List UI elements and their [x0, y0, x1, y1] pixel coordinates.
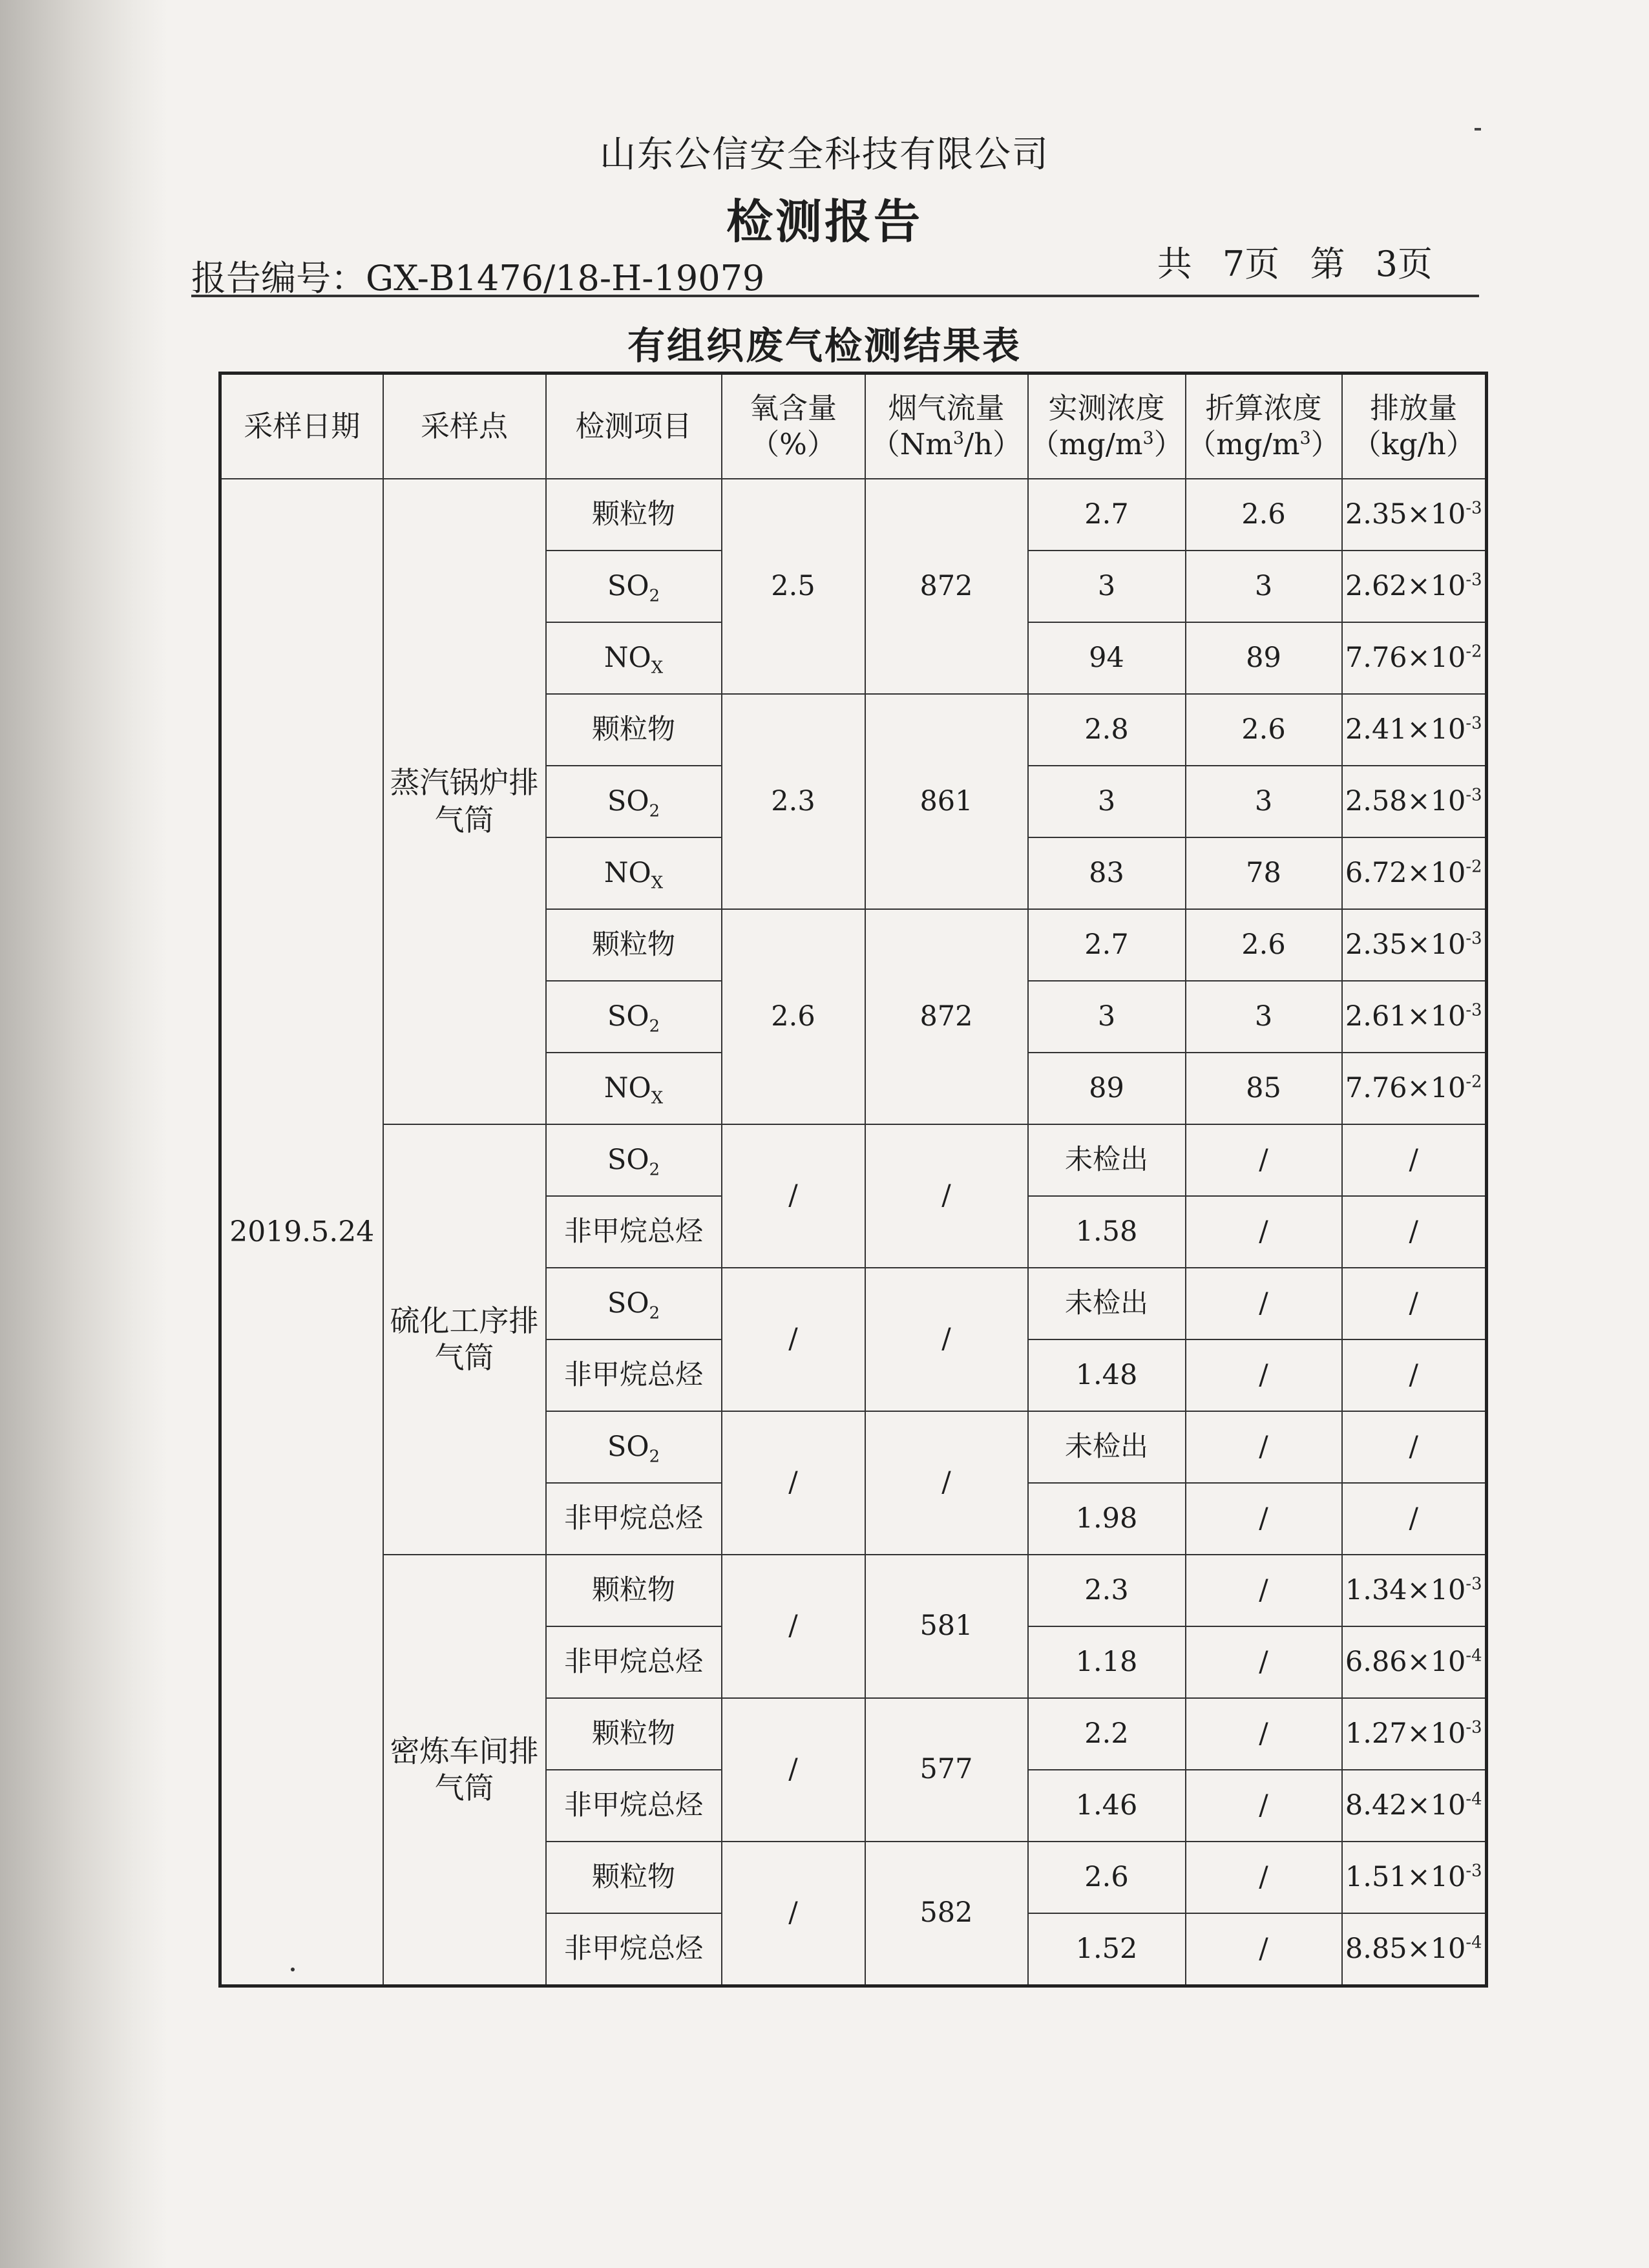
measured-concentration: 3	[1028, 981, 1186, 1053]
test-item: $SO_2$	[546, 1268, 722, 1339]
test-item: 颗粒物	[546, 1698, 722, 1770]
emission-rate: $1.27\times 10^{-3}$	[1342, 1698, 1487, 1770]
emission-rate: /	[1342, 1196, 1487, 1268]
oxygen-content: /	[722, 1268, 865, 1411]
measured-concentration: 未检出	[1028, 1411, 1186, 1483]
converted-concentration: /	[1186, 1770, 1342, 1842]
table-row	[220, 1124, 1487, 1196]
gas-flow: /	[865, 1268, 1028, 1411]
table-header-row	[220, 373, 1487, 479]
converted-concentration: 2.6	[1186, 909, 1342, 981]
gas-flow: /	[865, 1411, 1028, 1555]
scan-speck	[291, 1968, 295, 1971]
oxygen-content: /	[722, 1124, 865, 1268]
emission-rate: $6.72\times 10^{-2}$	[1342, 837, 1487, 909]
emission-rate: $2.41\times 10^{-3}$	[1342, 694, 1487, 766]
test-item: 颗粒物	[546, 909, 722, 981]
converted-concentration: 3	[1186, 551, 1342, 622]
test-item: 非甲烷总烃	[546, 1483, 722, 1555]
converted-concentration: /	[1186, 1913, 1342, 1986]
test-item: $SO_2$	[546, 766, 722, 837]
test-item: 颗粒物	[546, 1842, 722, 1913]
report-title: 检测报告	[726, 194, 923, 249]
emission-rate: $8.85\times 10^{-4}$	[1342, 1913, 1487, 1986]
emission-rate: $2.35\times 10^{-3}$	[1342, 909, 1487, 981]
results-body	[220, 479, 1487, 1986]
emission-rate: $2.58\times 10^{-3}$	[1342, 766, 1487, 837]
header-flow: 烟气流量 （Nm$^3$/h）	[865, 373, 1028, 479]
measured-concentration: 1.18	[1028, 1626, 1186, 1698]
measured-concentration: 83	[1028, 837, 1186, 909]
test-item: $SO_2$	[546, 981, 722, 1053]
test-item: 非甲烷总烃	[546, 1339, 722, 1411]
converted-concentration: /	[1186, 1698, 1342, 1770]
sample-site: 蒸汽锅炉排气筒	[383, 479, 546, 1124]
page-total: 共 7页	[1157, 244, 1280, 284]
converted-concentration: 89	[1186, 622, 1342, 694]
converted-concentration: /	[1186, 1555, 1342, 1626]
header-item: 检测项目	[546, 373, 722, 479]
test-item: $SO_2$	[546, 1124, 722, 1196]
emission-rate: $2.61\times 10^{-3}$	[1342, 981, 1487, 1053]
test-item: 非甲烷总烃	[546, 1770, 722, 1842]
test-item: 非甲烷总烃	[546, 1196, 722, 1268]
report-number-value: GX-B1476/18-H-19079	[366, 258, 765, 299]
table-row	[220, 479, 1487, 551]
header-date: 采样日期	[220, 373, 383, 479]
converted-concentration: /	[1186, 1842, 1342, 1913]
report-number-label: 报告编号：	[191, 258, 366, 299]
company-name: 山东公信安全科技有限公司	[600, 134, 1049, 176]
header-divider	[191, 295, 1479, 297]
oxygen-content: /	[722, 1555, 865, 1698]
header-measured: 实测浓度 $(mg/m^3)$	[1028, 373, 1186, 479]
gas-flow: 872	[865, 909, 1028, 1124]
table-title: 有组织废气检测结果表	[627, 324, 1022, 368]
test-item: $SO_2$	[546, 551, 722, 622]
gas-flow: 581	[865, 1555, 1028, 1698]
measured-concentration: 未检出	[1028, 1268, 1186, 1339]
table-row	[220, 1555, 1487, 1626]
emission-rate: /	[1342, 1124, 1487, 1196]
emission-rate: $1.34\times 10^{-3}$	[1342, 1555, 1487, 1626]
emission-rate: $6.86\times 10^{-4}$	[1342, 1626, 1487, 1698]
measured-concentration: 2.6	[1028, 1842, 1186, 1913]
oxygen-content: /	[722, 1411, 865, 1555]
converted-concentration: 2.6	[1186, 694, 1342, 766]
emission-rate: $7.76\times 10^{-2}$	[1342, 1053, 1487, 1124]
emission-rate: $2.35\times 10^{-3}$	[1342, 479, 1487, 551]
oxygen-content: 2.5	[722, 479, 865, 694]
sample-date: 2019.5.24	[220, 479, 383, 1986]
oxygen-content: 2.3	[722, 694, 865, 909]
gas-flow: 872	[865, 479, 1028, 694]
converted-concentration: 2.6	[1186, 479, 1342, 551]
test-item: 颗粒物	[546, 479, 722, 551]
oxygen-content: /	[722, 1842, 865, 1986]
converted-concentration: /	[1186, 1124, 1342, 1196]
report-number	[191, 251, 764, 300]
header-o2: 氧含量 （%）	[722, 373, 865, 479]
test-item: $NO_X$	[546, 837, 722, 909]
measured-concentration: 1.98	[1028, 1483, 1186, 1555]
emission-rate: /	[1342, 1268, 1487, 1339]
measured-concentration: 1.58	[1028, 1196, 1186, 1268]
header-emission: 排放量 （kg/h）	[1342, 373, 1487, 479]
measured-concentration: 2.7	[1028, 909, 1186, 981]
converted-concentration: /	[1186, 1196, 1342, 1268]
page-counter	[1157, 236, 1433, 286]
converted-concentration: 78	[1186, 837, 1342, 909]
emission-rate: $1.51\times 10^{-3}$	[1342, 1842, 1487, 1913]
measured-concentration: 89	[1028, 1053, 1186, 1124]
header-converted: 折算浓度 $(mg/m^3)$	[1186, 373, 1342, 479]
measured-concentration: 2.2	[1028, 1698, 1186, 1770]
measured-concentration: 2.8	[1028, 694, 1186, 766]
emission-rate: /	[1342, 1339, 1487, 1411]
converted-concentration: /	[1186, 1268, 1342, 1339]
measured-concentration: 1.48	[1028, 1339, 1186, 1411]
oxygen-content: /	[722, 1698, 865, 1842]
test-item: 颗粒物	[546, 694, 722, 766]
test-item: 颗粒物	[546, 1555, 722, 1626]
header-site: 采样点	[383, 373, 546, 479]
converted-concentration: /	[1186, 1483, 1342, 1555]
converted-concentration: 3	[1186, 981, 1342, 1053]
emission-rate: /	[1342, 1411, 1487, 1483]
oxygen-content: 2.6	[722, 909, 865, 1124]
measured-concentration: 2.7	[1028, 479, 1186, 551]
converted-concentration: /	[1186, 1411, 1342, 1483]
gas-flow: 861	[865, 694, 1028, 909]
emission-rate: /	[1342, 1483, 1487, 1555]
measured-concentration: 1.46	[1028, 1770, 1186, 1842]
test-item: $SO_2$	[546, 1411, 722, 1483]
measured-concentration: 94	[1028, 622, 1186, 694]
test-item: 非甲烷总烃	[546, 1626, 722, 1698]
emission-rate: $8.42\times 10^{-4}$	[1342, 1770, 1487, 1842]
gas-flow: /	[865, 1124, 1028, 1268]
measured-concentration: 3	[1028, 551, 1186, 622]
scan-mark	[1475, 128, 1481, 131]
test-item: $NO_X$	[546, 1053, 722, 1124]
gas-flow: 582	[865, 1842, 1028, 1986]
test-item: $NO_X$	[546, 622, 722, 694]
results-table	[218, 372, 1488, 1988]
converted-concentration: 3	[1186, 766, 1342, 837]
emission-rate: $2.62\times 10^{-3}$	[1342, 551, 1487, 622]
converted-concentration: 85	[1186, 1053, 1342, 1124]
measured-concentration: 2.3	[1028, 1555, 1186, 1626]
converted-concentration: /	[1186, 1339, 1342, 1411]
measured-concentration: 1.52	[1028, 1913, 1186, 1986]
sample-site: 密炼车间排气筒	[383, 1555, 546, 1986]
converted-concentration: /	[1186, 1626, 1342, 1698]
test-item: 非甲烷总烃	[546, 1913, 722, 1986]
emission-rate: $7.76\times 10^{-2}$	[1342, 622, 1487, 694]
measured-concentration: 未检出	[1028, 1124, 1186, 1196]
gas-flow: 577	[865, 1698, 1028, 1842]
sample-site: 硫化工序排气筒	[383, 1124, 546, 1555]
measured-concentration: 3	[1028, 766, 1186, 837]
page-current: 第 3页	[1310, 244, 1433, 284]
